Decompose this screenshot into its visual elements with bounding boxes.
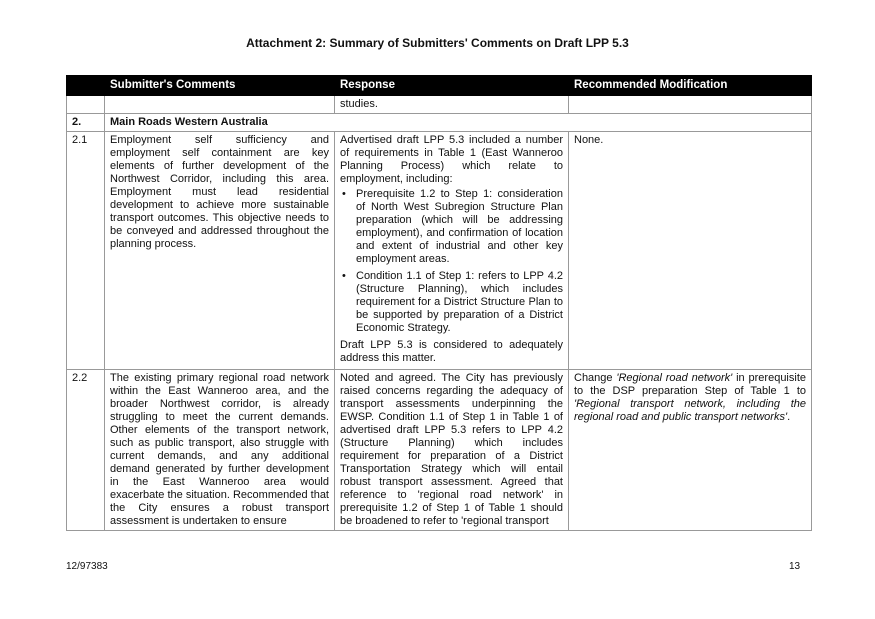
cell-response: [335, 132, 569, 370]
header-number: [67, 76, 105, 96]
cell-comment: The existing primary regional road network within the East Wanneroo area, and the broader Northwest corridor, is already struggling to meet the current demands. Other elements of the transport network, such as public transport, also struggle with current demands, and any additional demand generated by further development in the East Wanneroo area would exacerbate the situation. Recommended that the City ensures a robust transport assessment is undertaken to ensure: [105, 370, 335, 531]
section-number: 2.: [67, 114, 105, 132]
cell-number: 2.1: [67, 132, 105, 370]
modification-text: in prerequisite to the DSP preparation Step of Table 1 to: [574, 372, 806, 397]
cell-modification: [569, 96, 812, 114]
cell-modification: None.: [569, 132, 812, 370]
response-intro: Advertised draft LPP 5.3 included a number of requirements in Table 1 (East Wanneroo Planning Process) which relate to employment, including:: [340, 134, 563, 185]
cell-number: 2.2: [67, 370, 105, 531]
response-outro: Draft LPP 5.3 is considered to adequately address this matter.: [340, 339, 563, 364]
response-bullet-list: [340, 188, 563, 335]
section-row: [67, 114, 812, 132]
cell-response: Noted and agreed. The City has previously raised concerns regarding the adequacy of transport assessments underpinning the EWSP. Condition 1.1 of Step 1 in Table 1 of advertised draft LPP 5.3 refers to LPP 4.2 (Structure Planning) which includes requirement for preparation of a District Transportation Strategy which will entail robust transport assessment. Agreed that reference to 'regional road network' in prerequisite 1.2 of Step 1 of Table 1 should be broadened to refer to 'regional transport: [335, 370, 569, 531]
modification-quote: 'Regional road network': [616, 372, 733, 384]
footer-document-reference: 12/97383: [66, 561, 108, 572]
footer-page-number: 13: [789, 561, 801, 572]
table-row: [67, 370, 812, 531]
header-response: Response: [335, 76, 569, 96]
response-bullet: • Prerequisite 1.2 to Step 1: consideration of North West Subregion Structure Plan preparation (which will be addressing employment), and confirmation of location and extent of industrial and other key employment areas.: [356, 188, 563, 266]
header-submitters-comments: Submitter's Comments: [105, 76, 335, 96]
cell-response: studies.: [335, 96, 569, 114]
modification-text: .: [787, 411, 791, 423]
response-bullet: • Condition 1.1 of Step 1: refers to LPP 4.2 (Structure Planning), which includes requirement for a District Structure Plan to be supported by preparation of a District Economic Strategy.: [356, 270, 563, 335]
table-row-continuation: [67, 96, 812, 114]
table-row: [67, 132, 812, 370]
cell-comment: [105, 96, 335, 114]
section-title: Main Roads Western Australia: [105, 114, 812, 132]
comments-table: [66, 75, 812, 531]
cell-number: [67, 96, 105, 114]
modification-text: Change: [574, 372, 617, 384]
cell-modification: [569, 370, 812, 531]
document-title: Attachment 2: Summary of Submitters' Comments on Draft LPP 5.3: [246, 36, 629, 50]
cell-comment: Employment self sufficiency and employment self containment are key elements of further development of the Northwest Corridor, including this area. Employment must lead residential development to achieve more sustainable transport outcomes. This objective needs to be conveyed and addressed throughout the planning process.: [105, 132, 335, 370]
header-recommended-modification: Recommended Modification: [569, 76, 812, 96]
table-header-row: [67, 76, 812, 96]
modification-quote: 'Regional transport network, including the regional road and public transport networks': [574, 398, 806, 423]
